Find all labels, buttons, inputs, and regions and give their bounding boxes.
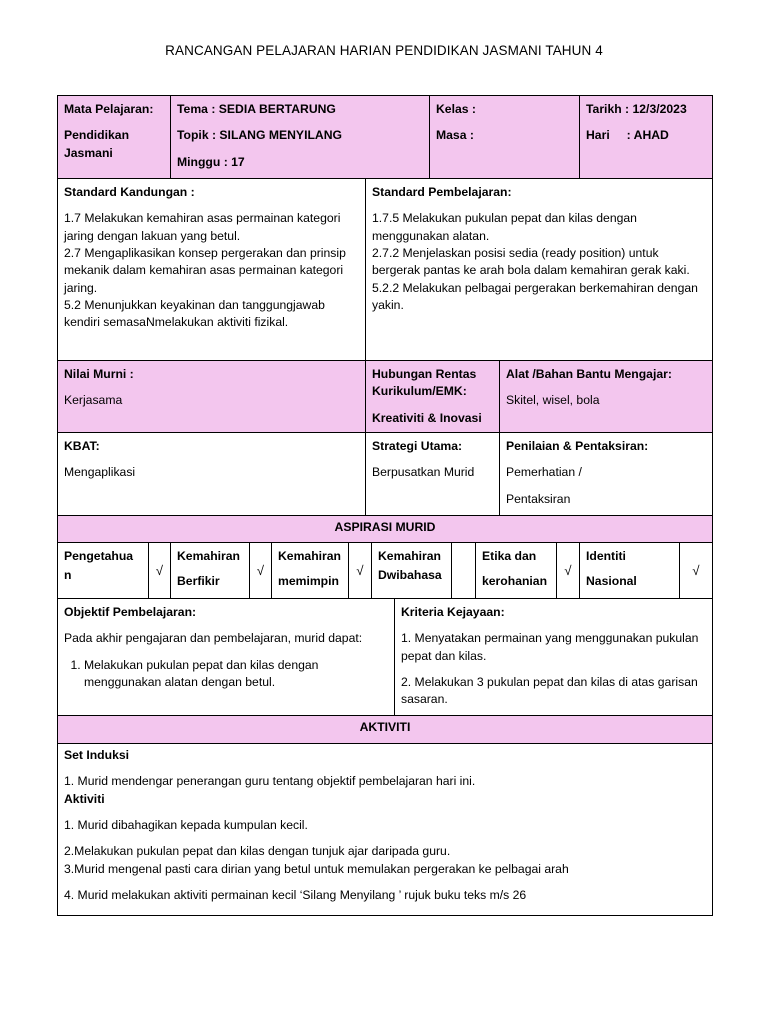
set-induksi-item: 1. Murid mendengar penerangan guru tentang objektif pembelajaran hari ini. <box>64 774 476 789</box>
nilai-murni-label: Nilai Murni : <box>64 367 134 381</box>
mata-pelajaran-label: Mata Pelajaran: <box>64 102 154 116</box>
standard-kandungan-label: Standard Kandungan : <box>64 185 195 199</box>
tick-mark: √ <box>556 542 580 599</box>
kbat-cell <box>57 432 366 516</box>
tema-text: Tema : SEDIA BERTARUNG <box>177 102 336 116</box>
tick-mark: √ <box>679 542 713 599</box>
aktiviti-item: 1. Murid dibahagikan kepada kumpulan kecil. <box>64 817 308 832</box>
aktiviti-header: AKTIVITI <box>57 715 713 744</box>
penilaian-value: Pemerhatian / <box>506 465 582 480</box>
penilaian-value: Pentaksiran <box>506 491 571 506</box>
kriteria-item: 1. Menyatakan permainan yang menggunakan pukulan pepat dan kilas. <box>401 631 699 663</box>
aspirasi-label: Berfikir <box>177 573 220 588</box>
aspirasi-item <box>475 542 557 599</box>
objektif-intro: Pada akhir pengajaran dan pembelajaran, murid dapat: <box>64 631 363 646</box>
hari-value: : AHAD <box>626 128 669 143</box>
objektif-item: 1. Melakukan pukulan pepat dan kilas dengan menggunakan alatan dengan betul. <box>84 657 388 692</box>
standard-pembelajaran-cell <box>365 178 713 361</box>
standard-kandungan-item: 2.7 Mengaplikasikan konsep pergerakan dan prinsip mekanik dalam kemahiran asas permainan kategori jaring. <box>64 245 346 295</box>
standard-kandungan-item: 1.7 Melakukan kemahiran asas permainan kategori jaring dengan lakuan yang betul. <box>64 211 341 243</box>
penilaian-label: Penilaian & Pentaksiran: <box>506 439 649 453</box>
kriteria-cell <box>394 598 713 716</box>
aspirasi-header: ASPIRASI MURID <box>57 515 713 543</box>
kriteria-label: Kriteria Kejayaan: <box>401 605 505 619</box>
topik-text: Topik : SILANG MENYILANG <box>177 128 342 143</box>
hubungan-value: Kreativiti & Inovasi <box>372 410 482 425</box>
aspirasi-label: Etika dan <box>482 549 537 563</box>
hari-label: Hari <box>586 128 610 143</box>
aspirasi-item <box>57 542 149 599</box>
aspirasi-label: memimpin <box>278 573 339 588</box>
tick-mark <box>451 542 476 599</box>
objektif-cell <box>57 598 395 716</box>
aspirasi-label: Dwibahasa <box>378 567 442 582</box>
objektif-label: Objektif Pembelajaran: <box>64 605 197 619</box>
aktiviti-body <box>57 743 713 916</box>
penilaian-cell <box>499 432 713 516</box>
aspirasi-label: n <box>64 567 72 582</box>
aktiviti-item: 3.Murid mengenal pasti cara dirian yang betul untuk memulakan pergerakan ke pelbagai arah <box>64 861 569 876</box>
minggu-text: Minggu : 17 <box>177 154 245 169</box>
aspirasi-item <box>271 542 349 599</box>
aspirasi-label: Kemahiran <box>177 549 240 563</box>
aspirasi-label: Pengetahua <box>64 549 134 563</box>
mata-pelajaran-value: Pendidikan Jasmani <box>64 128 130 160</box>
strategi-cell <box>365 432 500 516</box>
aspirasi-label: Kemahiran <box>378 549 441 563</box>
nilai-murni-cell <box>57 360 366 433</box>
kelas-cell <box>429 95 580 179</box>
aspirasi-item <box>579 542 680 599</box>
alat-label: Alat /Bahan Bantu Mengajar: <box>506 367 672 381</box>
standard-pembelajaran-item: 2.7.2 Menjelaskan posisi sedia (ready position) untuk bergerak pantas ke arah bola dalam kemahiran gerak kaki. <box>372 245 690 278</box>
aktiviti-item: 2.Melakukan pukulan pepat dan kilas dengan tunjuk ajar daripada guru. <box>64 844 451 859</box>
hubungan-label: Hubungan Rentas Kurikulum/EMK: <box>372 367 477 399</box>
kriteria-item: 2. Melakukan 3 pukulan pepat dan kilas di atas garisan sasaran. <box>401 674 698 707</box>
set-induksi-label: Set Induksi <box>64 748 130 762</box>
tarikh-text: Tarikh : 12/3/2023 <box>586 102 687 116</box>
tick-mark: √ <box>249 542 272 599</box>
aspirasi-item <box>170 542 250 599</box>
alat-value: Skitel, wisel, bola <box>506 393 600 408</box>
aspirasi-label: kerohanian <box>482 573 548 588</box>
strategi-label: Strategi Utama: <box>372 439 463 453</box>
standard-pembelajaran-label: Standard Pembelajaran: <box>372 185 512 199</box>
aspirasi-label: Kemahiran <box>278 549 341 563</box>
strategi-value: Berpusatkan Murid <box>372 465 475 480</box>
tick-mark: √ <box>348 542 372 599</box>
kbat-value: Mengaplikasi <box>64 465 136 480</box>
masa-text: Masa : <box>436 128 474 143</box>
aspirasi-label: Identiti <box>586 549 626 563</box>
aktiviti-label: Aktiviti <box>64 791 105 806</box>
hubungan-cell <box>365 360 500 433</box>
aspirasi-item <box>371 542 452 599</box>
aktiviti-item: 4. Murid melakukan aktiviti permainan kecil ‘Silang Menyilang ’ rujuk buku teks m/s 26 <box>64 887 527 902</box>
tarikh-cell <box>579 95 713 179</box>
standard-kandungan-cell <box>57 178 366 361</box>
mata-pelajaran-cell <box>57 95 171 179</box>
aspirasi-label: Nasional <box>586 573 637 588</box>
tick-mark: √ <box>148 542 171 599</box>
page-title: RANCANGAN PELAJARAN HARIAN PENDIDIKAN JASMANI TAHUN 4 <box>165 43 603 58</box>
standard-pembelajaran-item: 1.7.5 Melakukan pukulan pepat dan kilas dengan menggunakan alatan. <box>372 211 637 243</box>
kelas-text: Kelas : <box>436 102 476 116</box>
alat-cell <box>499 360 713 433</box>
tema-cell <box>170 95 430 179</box>
standard-pembelajaran-item: 5.2.2 Melakukan pelbagai pergerakan berkemahiran dengan yakin. <box>372 280 698 312</box>
standard-kandungan-item: 5.2 Menunjukkan keyakinan dan tanggungjawab kendiri semasaNmelakukan aktiviti fizikal. <box>64 297 325 330</box>
nilai-murni-value: Kerjasama <box>64 393 123 408</box>
kbat-label: KBAT: <box>64 439 100 453</box>
